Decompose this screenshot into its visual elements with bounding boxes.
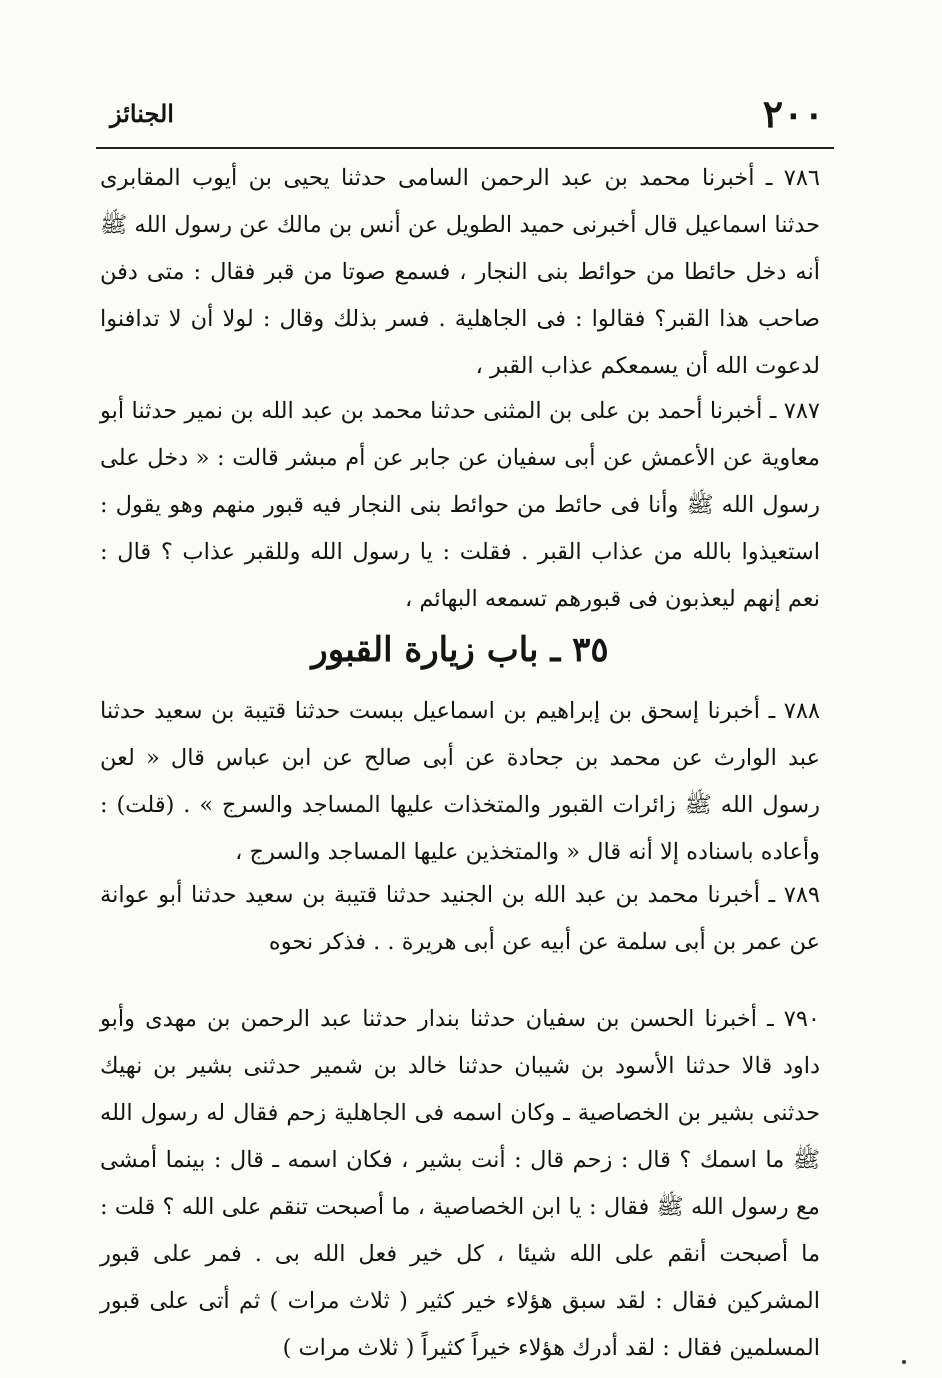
page-number: ٢٠٠	[762, 91, 824, 136]
print-speck	[902, 1360, 906, 1364]
hadith-787: ٧٨٧ ـ أخبرنا أحمد بن على بن المثنى حدثنا محمد بن عبد الله بن نمير حدثنا أبو معاوية عن الأعمش عن أبى سفيان عن جابر عن أم مبشر قالت : « دخل على رسول الله ﷺ وأنا فى حائط من حوائط بنى النجار فيه قبور منهم وهو يقول : استعيذوا بالله من عذاب القبر . فقلت : يا رسول الله وللقبر عذاب ؟ قال : نعم إنهم ليعذبون فى قبورهم تسمعه البهائم ،	[100, 398, 820, 612]
chapter-heading: ٣٥ ـ باب زيارة القبور	[311, 630, 609, 670]
hadith-790: ٧٩٠ ـ أخبرنا الحسن بن سفيان حدثنا بندار حدثنا عبد الرحمن بن مهدى وأبو داود قالا حدثنا الأسود بن شيبان حدثنا خالد بن شمير حدثنى بشير بن نهيك حدثنى بشير بن الخصاصية ـ وكان اسمه فى الجاهلية زحم فقال له رسول الله ﷺ ما اسمك ؟ قال : زحم قال : أنت بشير ، فكان اسمه ـ قال : بينما أمشى مع رسول الله ﷺ فقال : يا ابن الخصاصية ، ما أصبحت تنقم على الله ؟ قلت : ما أصبحت أنقم على الله شيئا ، كل خير فعل الله بى . فمر على قبور المشركين فقال : لقد سبق هؤلاء خير كثير ( ثلاث مرات ) ثم أتى على قبور المسلمين فقال : لقد أدرك هؤلاء خيراً كثيراً ( ثلاث مرات )	[100, 1006, 820, 1361]
hadith-788: ٧٨٨ ـ أخبرنا إسحق بن إبراهيم بن اسماعيل ببست حدثنا قتيبة بن سعيد حدثنا عبد الوارث عن محمد بن جحادة عن أبى صالح عن ابن عباس قال « لعن رسول الله ﷺ زائرات القبور والمتخذات عليها المساجد والسرج » . (قلت) : وأعاده باسناده إلا أنه قال « والمتخذين عليها المساجد والسرج ،	[100, 698, 820, 865]
page-header	[96, 88, 834, 134]
running-head: الجنائز	[110, 99, 174, 128]
hadith-786: ٧٨٦ ـ أخبرنا محمد بن عبد الرحمن السامى حدثنا يحيى بن أيوب المقابرى حدثنا اسماعيل قال أخبرنى حميد الطويل عن أنس بن مالك عن رسول الله ﷺ أنه دخل حائطا من حوائط بنى النجار ، فسمع صوتا من قبر فقال : متى دفن صاحب هذا القبر؟ فقالوا : فى الجاهلية . فسر بذلك وقال : لولا أن لا تدافنوا لدعوت الله أن يسمعكم عذاب القبر ،	[100, 165, 820, 379]
hadith-789: ٧٨٩ ـ أخبرنا محمد بن عبد الله بن الجنيد حدثنا قتيبة بن سعيد حدثنا أبو عوانة عن عمر بن أبى سلمة عن أبيه عن أبى هريرة . . فذكر نحوه	[100, 882, 820, 955]
header-rule	[96, 147, 834, 149]
